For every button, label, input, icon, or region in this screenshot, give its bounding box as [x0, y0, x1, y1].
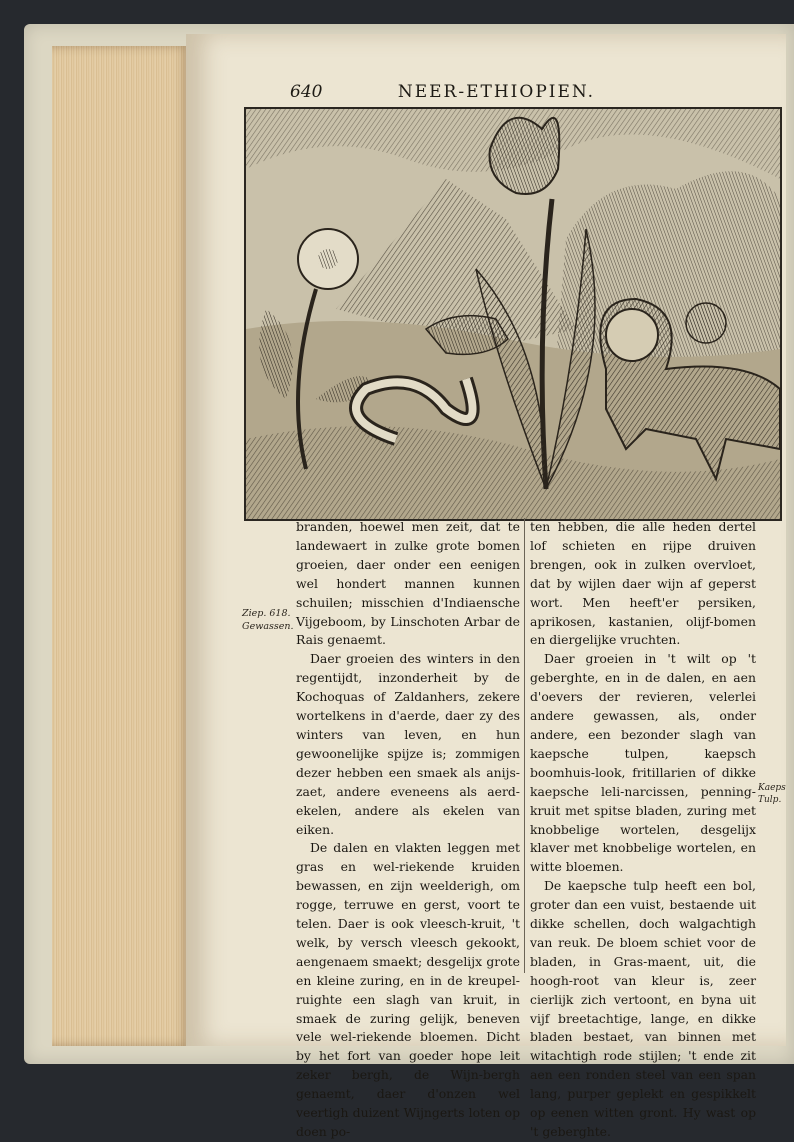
paragraph: branden, hoewel men zeit, dat te landewaert in zulke grote bomen groeien, daer onder een eenigen wel hondert mannen kunnen schuilen; misschien d'Indiaensche Vijgeboom, by Linschoten Arbar de Rais genaemt.: [296, 519, 520, 648]
paragraph: Daer groeien des winters in den regentijdt, inzonderheit by de Kochoquas of Zaldanhers, zekere wortelkens in d'aerde, daer zy des winters van leven, en hun gewoonelijke spijze is; zommigen dezer hebben een smaek als anijs-zaet, andere eveneens als aerd-ekelen, andere als ekelen van eiken.: [296, 651, 520, 837]
engraving-svg: [246, 109, 780, 519]
margin-note-left: [242, 607, 294, 633]
page-edges: [52, 46, 192, 1046]
running-header: [290, 82, 595, 102]
paragraph: De kaepsche tulp heeft een bol, groter dan een vuist, bestaende uit dikke schellen, doch walgachtigh van reuk. De bloem schiet voor de bladen, in Gras-maent, uit, die hoogh-root van kleur is, zeer cierlijk zich vertoont, en byna uit vijf breetachtige, lange, en dikke bladen bestaet, van binnen met witachtigh rode stijlen; 't ende zit aen een ronden steel van een span lang, purper geplekt en gespikkelt op eenen witten gront. Hy wast op 't geberghte.: [530, 878, 756, 1139]
margin-note-line: Kaeps: [758, 783, 786, 793]
margin-note-right: [758, 782, 786, 806]
margin-note-line: Gewassen.: [242, 621, 294, 632]
margin-note-line: Tulp.: [758, 795, 782, 805]
engraving-illustration: [244, 107, 782, 521]
left-text-column: [296, 518, 520, 1142]
page-title: NEER-ETHIOPIEN.: [397, 82, 596, 102]
right-text-column: [530, 518, 756, 1142]
paragraph: Daer groeien in 't wilt op 't geberghte, en in de dalen, en aen d'oevers der revieren, velerlei andere gewassen, als, onder andere, een bezonder slagh van kaepsche tulpen, kaepsch boomhuis-look, fritillarien of dikke kaepsche leli-narcissen, penning-kruit met spitse bladen, zuring met knobbelige wortelen, desgelijx klaver met knobbelige wortelen, en witte bloemen.: [530, 651, 756, 875]
page-number: 640: [290, 82, 323, 102]
paragraph: ten hebben, die alle heden dertel lof schieten en rijpe druiven brengen, ook in zulken overvloet, dat by wijlen daer wijn af geperst wort. Men heeft'er persiken, aprikosen, kastanien, olijf-bomen en diergelijke vruchten.: [530, 519, 756, 648]
column-divider: [524, 518, 525, 973]
margin-note-line: Ziep. 618.: [242, 608, 291, 619]
paragraph: De dalen en vlakten leggen met gras en wel-riekende kruiden bewassen, en zijn weelderigh, om rogge, terruwe en gerst, voort te telen. Daer is ook vleesch-kruit, 't welk, by versch vleesch gekookt, aengenaem smaekt; desgelijx grote en kleine zuring, en in de kreupel-ruighte een slagh van kruit, in smaek de zuring gelijk, beneven vele wel-riekende bloemen. Dicht by het fort van goeder hope leit zeker bergh, de Wijn-bergh genaemt, daer d'onzen wel veertigh duizent Wijngerts loten op doen po-: [296, 840, 520, 1139]
